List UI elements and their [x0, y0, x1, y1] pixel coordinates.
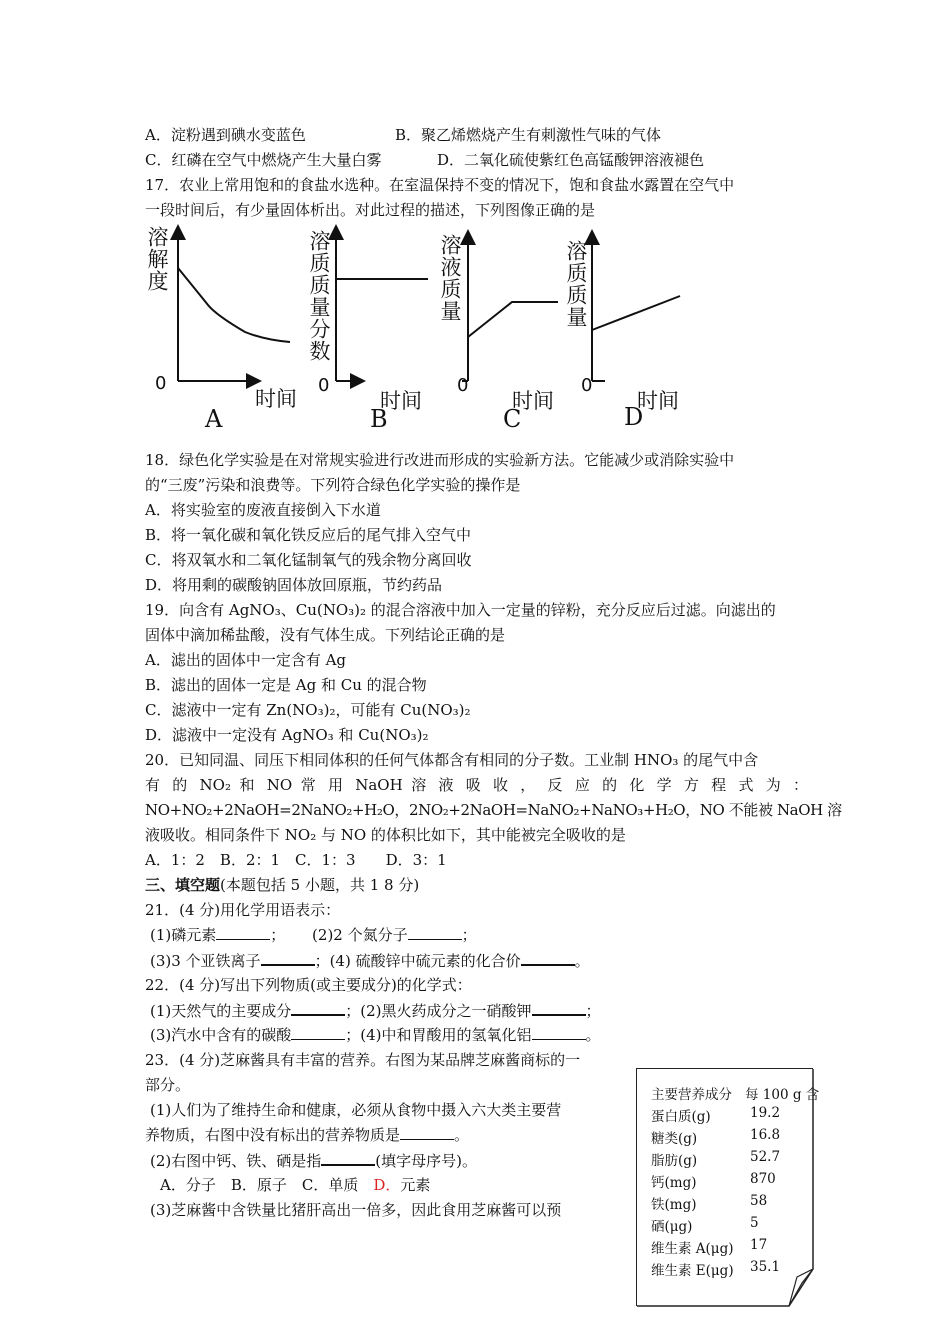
- q23-part2: [150, 1150, 477, 1171]
- q23-part2-tail: (填字母序号)。: [375, 1152, 477, 1170]
- nutrition-header-value: 每 100 g 含: [745, 1087, 820, 1103]
- q23-part2-options: [160, 1175, 430, 1195]
- graph-d-caption: D: [624, 403, 644, 431]
- nutrition-row-name: 脂肪(g): [651, 1153, 698, 1169]
- period: 。: [585, 1026, 601, 1044]
- q22-stem: 22．(4 分)写出下列物质(或主要成分)的化学式：: [145, 976, 472, 994]
- nutrition-row-name: 钙(mg): [651, 1175, 697, 1191]
- q22-blank4[interactable]: [532, 1025, 586, 1040]
- separator: ；: [461, 926, 477, 944]
- q22-part3: (3)汽水中含有的碳酸: [150, 1026, 292, 1044]
- nutrition-header-name: 主要营养成分: [651, 1087, 732, 1103]
- graph-b-caption: B: [370, 405, 388, 433]
- q21-row1: [150, 925, 477, 945]
- q18-option-d: D．将用剩的碳酸钠固体放回原瓶，节约药品: [145, 576, 443, 594]
- q21-blank3[interactable]: [261, 950, 315, 966]
- folded-corner-icon: [637, 1069, 815, 1309]
- q23-blank2[interactable]: [321, 1150, 375, 1166]
- graph-c-caption: C: [503, 405, 522, 433]
- q16-option-d: D．二氧化硫使紫红色高锰酸钾溶液褪色: [437, 151, 705, 169]
- graph-a-origin: 0: [155, 373, 167, 394]
- graph-a: [178, 228, 290, 381]
- nutrition-row-name: 铁(mg): [651, 1197, 697, 1213]
- nutrition-row-value: 870: [750, 1171, 776, 1187]
- section-3-title: 三、填空题: [145, 876, 221, 894]
- graph-c-line: [468, 302, 558, 337]
- q18-stem-line2: 的“三废”污染和浪费等。下列符合绿色化学实验的操作是: [145, 476, 521, 494]
- q21-part1: (1)磷元素: [150, 926, 217, 944]
- q20-options: A．1：2 B．2：1 C．1：3 D．3：1: [145, 851, 447, 869]
- q17-stem-line1: 17．农业上常用饱和的食盐水选种。在室温保持不变的情况下，饱和食盐水露置在空气中: [145, 176, 735, 194]
- graph-a-xlabel: 时间: [255, 387, 297, 411]
- q22-part2: (2)黑火药成分之一硝酸钾: [360, 1002, 532, 1020]
- section-3-heading: [145, 875, 419, 895]
- nutrition-row-name: 蛋白质(g): [651, 1109, 711, 1125]
- q22-part4: (4)中和胃酸用的氢氧化铝: [360, 1026, 532, 1044]
- q19-stem-line1: 19．向含有 AgNO₃、Cu(NO₃)₂ 的混合溶液中加入一定量的锌粉，充分反应后过滤。向滤出的: [145, 601, 776, 619]
- separator: ；: [585, 1002, 601, 1020]
- q16-option-a: A．淀粉遇到碘水变蓝色: [145, 126, 306, 144]
- graph-d-origin: 0: [581, 375, 593, 396]
- nutrition-row-name: 硒(μg): [651, 1219, 693, 1235]
- q23-part1-line1: (1)人们为了维持生命和健康，必须从食物中摄入六大类主要营: [150, 1101, 562, 1119]
- q19-stem-line2: 固体中滴加稀盐酸，没有气体生成。下列结论正确的是: [145, 626, 506, 644]
- graph-d-xlabel: 时间: [637, 389, 679, 413]
- q23-option-d-text: 元素: [400, 1176, 431, 1194]
- graph-c-ylabel: 溶液质量: [438, 234, 462, 322]
- q21-stem: 21．(4 分)用化学用语表示：: [145, 901, 341, 919]
- q21-blank4[interactable]: [521, 950, 575, 966]
- section-3-note: (本题包括 5 小题，共 1 8 分): [220, 876, 420, 894]
- graph-b-origin: 0: [318, 375, 330, 396]
- nutrition-row-value: 35.1: [750, 1259, 781, 1275]
- q23-part1-text: 养物质，右图中没有标出的营养物质是: [145, 1126, 401, 1144]
- q22-blank2[interactable]: [532, 1000, 586, 1016]
- period: 。: [574, 952, 590, 970]
- q21-blank2[interactable]: [408, 925, 462, 940]
- q17-stem-line2: 一段时间后，有少量固体析出。对此过程的描述，下列图像正确的是: [145, 201, 596, 219]
- graph-a-ylabel: 溶解度: [145, 226, 169, 292]
- q22-row2: [150, 1025, 601, 1045]
- q23-part3: (3)芝麻酱中含铁量比猪肝高出一倍多，因此食用芝麻酱可以预: [150, 1201, 562, 1219]
- graph-d: [592, 233, 680, 381]
- q23-stem-line1: 23．(4 分)芝麻酱具有丰富的营养。右图为某品牌芝麻酱商标的一: [145, 1051, 581, 1069]
- graph-c-xlabel: 时间: [512, 389, 554, 413]
- graph-c-origin: 0: [457, 375, 469, 396]
- q21-row2: [150, 950, 590, 971]
- nutrition-row-value: 58: [750, 1193, 768, 1209]
- nutrition-row-value: 52.7: [750, 1149, 781, 1165]
- q21-part3: (3)3 个亚铁离子: [150, 952, 261, 970]
- q23-option-d-letter: D．: [373, 1176, 401, 1194]
- q23-options-abc: A．分子 B．原子 C．单质: [160, 1176, 374, 1194]
- q18-option-a: A．将实验室的废液直接倒入下水道: [145, 501, 381, 519]
- separator: ；: [345, 1026, 361, 1044]
- q20-equations: NO+NO₂+2NaOH=2NaNO₂+H₂O，2NO₂+2NaOH=NaNO₂+NaNO₃+H₂O，NO 不能被 NaOH 溶: [145, 801, 842, 819]
- q22-row1: [150, 1000, 601, 1021]
- q21-part4: (4) 硫酸锌中硫元素的化合价: [329, 952, 521, 970]
- nutrition-label: [636, 1068, 820, 1306]
- q18-stem-line1: 18．绿色化学实验是在对常规实验进行改进而形成的实验新方法。它能减少或消除实验中: [145, 451, 735, 469]
- q22-part1: (1)天然气的主要成分: [150, 1002, 292, 1020]
- q19-option-d: D．滤液中一定没有 AgNO₃ 和 Cu(NO₃)₂: [145, 726, 429, 744]
- nutrition-row-value: 5: [750, 1215, 759, 1231]
- graph-a-curve: [178, 268, 290, 342]
- nutrition-row-name: 维生素 A(μg): [651, 1241, 734, 1257]
- q23-stem-line2: 部分。: [145, 1076, 191, 1094]
- q23-part1-line2: [145, 1125, 469, 1145]
- q20-stem-line4: 液吸收。相同条件下 NO₂ 与 NO 的体积比如下，其中能被完全吸收的是: [145, 826, 626, 844]
- nutrition-row-name: 糖类(g): [651, 1131, 698, 1147]
- q17-graphs: [0, 0, 950, 450]
- q20-stem-line2: 有 的 NO₂ 和 NO 常 用 NaOH 溶 液 吸 收 ， 反 应 的 化 学 方 程 式 为 ：: [145, 776, 808, 794]
- q23-blank1[interactable]: [400, 1125, 454, 1140]
- period: 。: [454, 1126, 470, 1144]
- q22-blank1[interactable]: [291, 1000, 345, 1016]
- graph-b-ylabel: 溶质质量分数: [307, 230, 331, 362]
- nutrition-row-value: 17: [750, 1237, 768, 1253]
- q19-option-b: B．滤出的固体一定是 Ag 和 Cu 的混合物: [145, 676, 427, 694]
- q18-option-b: B．将一氧化碳和氧化铁反应后的尾气排入空气中: [145, 526, 472, 544]
- graph-c: [462, 233, 558, 381]
- nutrition-row-name: 维生素 E(μg): [651, 1263, 734, 1279]
- q22-blank3[interactable]: [291, 1025, 345, 1040]
- separator: ；: [345, 1002, 361, 1020]
- graph-b-xlabel: 时间: [380, 389, 422, 413]
- graph-a-caption: A: [205, 405, 223, 433]
- q21-part2: (2)2 个氮分子: [312, 926, 408, 944]
- separator: ；: [270, 926, 286, 944]
- graph-b: [336, 228, 428, 381]
- nutrition-row-value: 19.2: [750, 1105, 781, 1121]
- q23-part2-text: (2)右图中钙、铁、硒是指: [150, 1152, 322, 1170]
- q18-option-c: C．将双氧水和二氧化锰制氧气的残余物分离回收: [145, 551, 472, 569]
- q19-option-a: A．滤出的固体中一定含有 Ag: [145, 651, 347, 669]
- graph-d-ylabel: 溶质质量: [564, 240, 588, 328]
- nutrition-row-value: 16.8: [750, 1127, 781, 1143]
- graph-d-line: [592, 296, 680, 330]
- q20-stem-line1: 20．已知同温、同压下相同体积的任何气体都含有相同的分子数。工业制 HNO₃ 的尾气中含: [145, 751, 759, 769]
- q19-option-c: C．滤液中一定有 Zn(NO₃)₂，可能有 Cu(NO₃)₂: [145, 701, 471, 719]
- separator: ；: [314, 952, 330, 970]
- q21-blank1[interactable]: [216, 925, 270, 940]
- q16-option-c: C．红磷在空气中燃烧产生大量白雾: [145, 151, 382, 169]
- q16-option-b: B．聚乙烯燃烧产生有刺激性气味的气体: [395, 126, 662, 144]
